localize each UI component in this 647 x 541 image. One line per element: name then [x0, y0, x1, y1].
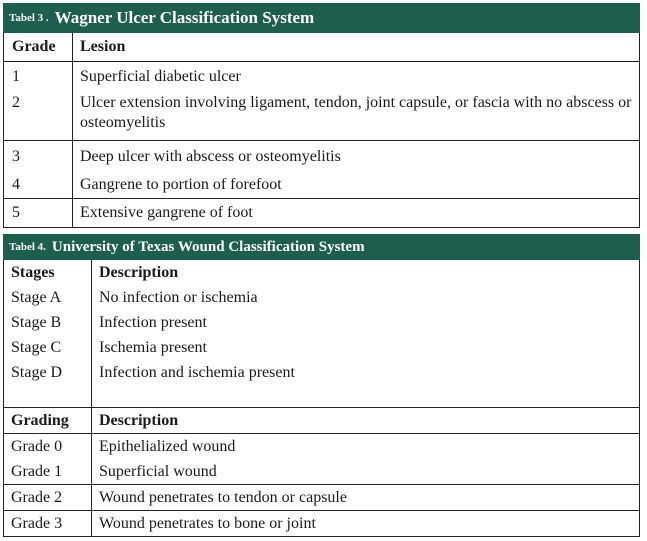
spacer-row	[4, 385, 640, 408]
description-cell: Infection present	[99, 314, 207, 331]
texas-table	[3, 234, 640, 537]
description-cell: Superficial wound	[92, 459, 640, 485]
grade-header: Grade	[4, 33, 73, 62]
stages-header: Stages	[4, 260, 92, 285]
table-header-row	[4, 33, 640, 62]
stages-description-header: Description	[99, 264, 179, 281]
lesion-header: Lesion	[73, 33, 640, 62]
texas-grid	[3, 260, 640, 537]
grading-header-row	[4, 408, 640, 434]
table-row	[4, 62, 640, 88]
grade-cell: 4	[4, 167, 73, 199]
description-cell: Wound penetrates to tendon or capsule	[92, 485, 640, 511]
grade-cell: Grade 0	[4, 434, 92, 460]
grade-cell: 5	[4, 199, 73, 228]
table-row	[4, 434, 640, 460]
grade-cell: 1	[4, 62, 73, 88]
table-row	[4, 511, 640, 537]
table-row	[4, 199, 640, 228]
table-row	[4, 459, 640, 485]
table-row	[4, 141, 640, 168]
lesion-cell: Deep ulcer with abscess or osteomyelitis	[80, 148, 341, 165]
wagner-table-label: Tabel 3 .	[9, 12, 49, 24]
table-row	[4, 485, 640, 511]
lesion-cell: Extensive gangrene of foot	[80, 204, 253, 221]
spacer-cell	[4, 385, 92, 408]
table-row	[4, 167, 640, 199]
wagner-table-title: Wagner Ulcer Classification System	[54, 8, 315, 27]
table-row	[4, 285, 640, 310]
stage-cell: Stage D	[4, 360, 92, 385]
grading-header: Grading	[4, 408, 92, 434]
table-row	[4, 335, 640, 360]
grading-description-header: Description	[92, 408, 640, 434]
description-cell: Infection and ischemia present	[99, 364, 295, 381]
table-row	[4, 360, 640, 385]
lesion-cell: Gangrene to portion of forefoot	[73, 167, 640, 199]
table-row	[4, 310, 640, 335]
lesion-cell: Superficial diabetic ulcer	[80, 68, 241, 85]
stage-cell: Stage A	[4, 285, 92, 310]
texas-title-bar	[3, 234, 640, 260]
description-cell: No infection or ischemia	[99, 289, 258, 306]
texas-table-title: University of Texas Wound Classification System	[51, 238, 365, 255]
stage-cell: Stage B	[4, 310, 92, 335]
grade-cell: Grade 3	[4, 511, 92, 537]
wagner-grid	[3, 33, 640, 228]
stages-header-row	[4, 260, 640, 285]
description-cell: Ischemia present	[99, 339, 207, 356]
grade-cell: 2	[4, 87, 73, 141]
spacer-cell	[92, 385, 640, 408]
lesion-cell: Ulcer extension involving ligament, tendon, joint capsule, or fascia with no abscess or osteomyelitis	[73, 87, 640, 141]
grade-cell: Grade 1	[4, 459, 92, 485]
stage-cell: Stage C	[4, 335, 92, 360]
table-row	[4, 87, 640, 141]
description-cell: Wound penetrates to bone or joint	[99, 515, 316, 532]
grade-cell: 3	[4, 141, 73, 168]
description-cell: Epithelialized wound	[99, 438, 236, 455]
wagner-title-bar	[3, 3, 640, 33]
wagner-table	[3, 3, 640, 228]
texas-table-label: Tabel 4.	[9, 241, 46, 253]
grade-cell: Grade 2	[4, 485, 92, 511]
